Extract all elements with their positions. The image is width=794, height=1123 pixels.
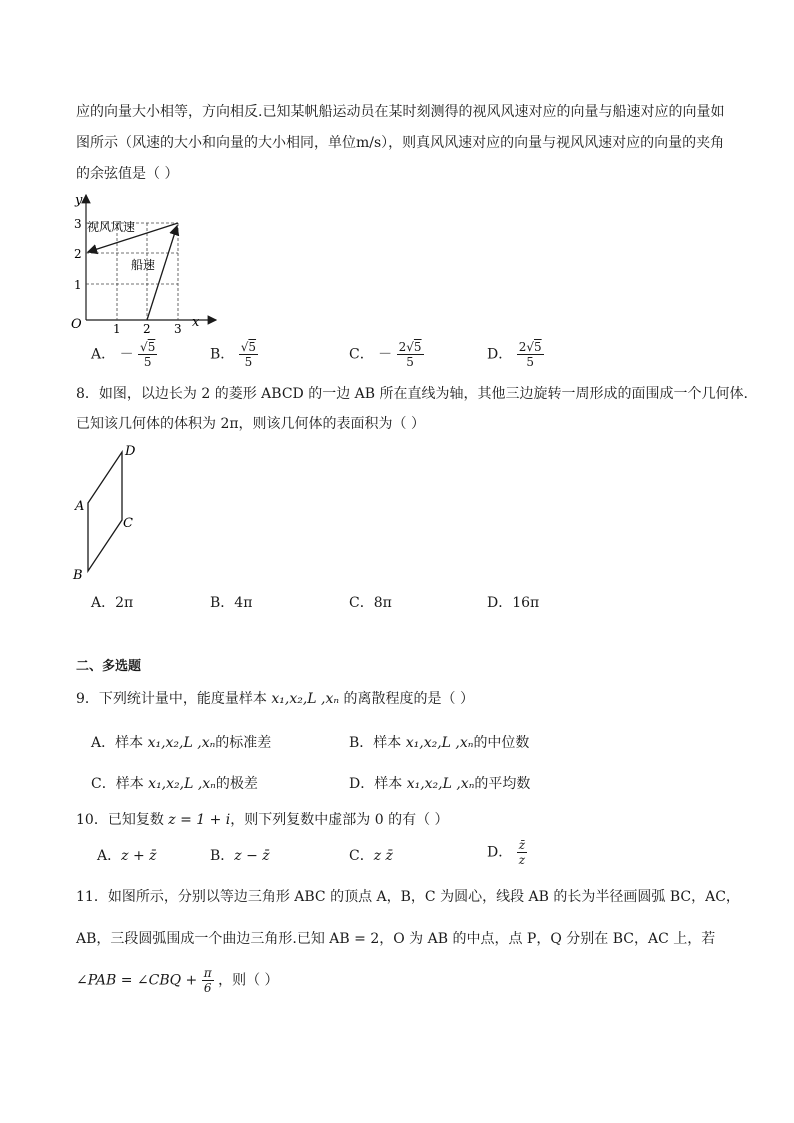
q7-option-a[interactable] (91, 340, 157, 369)
q9-option-b[interactable]: B．样本 x₁,x₂,L ,xₙ的中位数 (349, 735, 530, 751)
rhombus-abcd (88, 452, 122, 571)
option-sign: － (119, 346, 134, 363)
q11-stem-line1: 11．如图所示，分别以等边三角形 ABC 的顶点 A，B，C 为圆心，线段 AB 的长为半径画圆弧 BC，AC， (76, 889, 740, 905)
x-axis-label: x (192, 315, 200, 330)
z-definition: z = 1 + i (168, 812, 231, 828)
q8-option-a[interactable]: A．2π (91, 595, 134, 611)
q8-option-d[interactable]: D．16π (487, 595, 540, 611)
q10-option-c[interactable]: C．z z̄ (349, 848, 393, 864)
pi-over-six: $\frac{\pi}{6}$ (203, 966, 212, 995)
q8-option-c[interactable]: C．8π (349, 595, 392, 611)
option-letter: A． (91, 346, 116, 363)
q10-stem: 10．已知复数 z = 1 + i，则下列复数中虚部为 0 的有（ ） (76, 812, 449, 828)
option-letter: B． (210, 346, 235, 363)
q10-option-d[interactable]: D． $\frac{z̄}{z}$ (487, 838, 526, 867)
q9-stem: 9．下列统计量中，能度量样本 x₁,x₂,L ,xₙ 的离散程度的是（ ） (76, 691, 474, 707)
q7-option-c[interactable]: C． － $\frac{2√5}{5}$ (349, 340, 422, 369)
q7-stem-line3: 的余弦值是（ ） (76, 166, 179, 182)
q8-option-b[interactable]: B．4π (210, 595, 253, 611)
y-tick-1: 1 (74, 278, 82, 292)
q8-rhombus-figure (70, 440, 150, 585)
vertex-c-label: C (123, 516, 133, 531)
apparent-wind-label: 视风风速 (87, 220, 136, 234)
q8-stem-line2: 已知该几何体的体积为 2π，则该几何体的表面积为（ ） (76, 416, 426, 432)
q9-option-d[interactable]: D．样本 x₁,x₂,L ,xₙ的平均数 (349, 776, 531, 792)
y-tick-2: 2 (74, 247, 82, 261)
q9-option-c[interactable]: C．样本 x₁,x₂,L ,xₙ的极差 (91, 776, 258, 792)
origin-label: O (71, 317, 82, 332)
x-tick-3: 3 (174, 322, 182, 335)
q7-vector-figure (66, 190, 226, 335)
y-tick-3: 3 (74, 217, 82, 231)
q7-option-d[interactable] (487, 340, 544, 369)
q11-stem-line3: ∠PAB = ∠CBQ + $\frac{\pi}{6}$ ，则（ ） (76, 966, 279, 995)
vertex-b-label: B (73, 568, 83, 583)
vertex-d-label: D (125, 444, 136, 459)
q9-option-a[interactable]: A．样本 x₁,x₂,L ,xₙ的标准差 (91, 735, 272, 751)
option-fraction: $\frac{z̄}{z}$ (518, 838, 526, 867)
vertex-a-label: A (75, 499, 85, 514)
x-tick-1: 1 (113, 322, 121, 335)
option-fraction: $\frac{2√5}{5}$ (518, 340, 542, 369)
q7-option-b[interactable] (210, 340, 258, 369)
q10-option-a[interactable]: A．z + z̄ (97, 848, 157, 864)
y-axis-label: y (75, 193, 83, 208)
option-letter: D． (487, 346, 513, 363)
boat-vector (147, 226, 177, 320)
q11-stem-line2: AB，三段圆弧围成一个曲边三角形.已知 AB = 2，O 为 AB 的中点，点 P，Q 分别在 BC，AC 上，若 (76, 931, 716, 947)
boat-speed-label: 船速 (131, 258, 156, 272)
option-fraction: $\frac{√5}{5}$ (140, 340, 156, 369)
sample-notation: x₁,x₂,L ,xₙ (271, 691, 340, 707)
option-letter: C． (349, 346, 374, 363)
option-fraction: $\frac{√5}{5}$ (240, 340, 257, 369)
x-tick-2: 2 (143, 322, 151, 335)
section-title: 二、多选题 (76, 659, 142, 674)
option-fraction: $\frac{2√5}{5}$ (398, 340, 422, 369)
q8-stem-line1: 8．如图，以边长为 2 的菱形 ABCD 的一边 AB 所在直线为轴，其他三边旋转一周形成的面围成一个几何体. (76, 386, 748, 402)
q10-option-b[interactable]: B．z − z̄ (210, 848, 270, 864)
q7-stem-line2: 图所示（风速的大小和向量的大小相同，单位m/s），则真风风速对应的向量与视风风速对应的向量的夹角 (76, 135, 725, 151)
q7-stem-line1: 应的向量大小相等，方向相反.已知某帆船运动员在某时刻测得的视风风速对应的向量与船速对应的向量如 (76, 104, 725, 120)
